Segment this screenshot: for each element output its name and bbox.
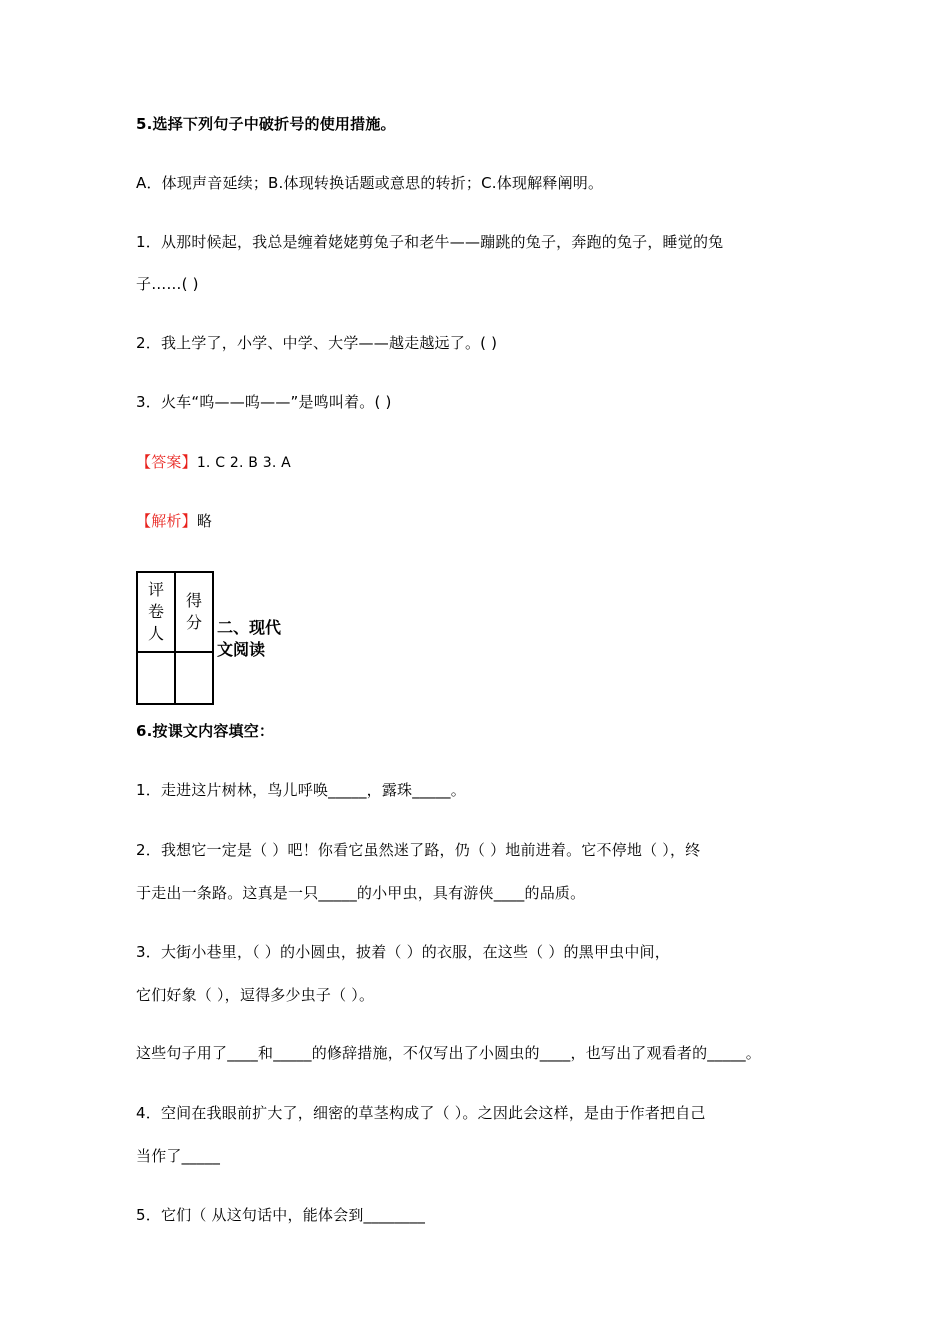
question-6-item-3-line-3: 这些句子用了____和_____的修辞措施，不仅写出了小圆虫的____，也写出了观看者的_____。 xyxy=(136,1044,762,1062)
question-6-item-3-line-2: 它们好象（ ），逗得多少虫子（ ）。 xyxy=(136,986,375,1004)
section-title xyxy=(217,617,281,661)
score-label-cell xyxy=(175,572,213,652)
question-5-item-2: 2．我上学了，小学、中学、大学——越走越远了。( ) xyxy=(136,334,498,352)
question-5-item-1-line-2: 子……( ) xyxy=(136,275,199,293)
question-6-item-4-line-2: 当作了_____ xyxy=(136,1147,221,1165)
grader-label-char: 卷 xyxy=(147,602,164,621)
analysis-tag: 【解析】 xyxy=(136,512,197,530)
question-5-title: 5.选择下列句子中破折号的使用措施。 xyxy=(136,115,396,133)
grader-score-table xyxy=(136,571,214,705)
question-5-item-1-line-1: 1．从那时候起，我总是缠着姥姥剪兔子和老牛——蹦跳的兔子，奔跑的兔子，睡觉的兔 xyxy=(136,233,724,251)
score-empty-cell xyxy=(175,652,213,704)
question-6-item-5: 5．它们（ 从这句话中，能体会到________ xyxy=(136,1206,426,1224)
question-6-item-3-line-1: 3．大街小巷里，（ ）的小圆虫，披着（ ）的衣服，在这些（ ）的黑甲虫中间， xyxy=(136,943,670,961)
analysis-text: 略 xyxy=(196,512,213,530)
score-label-char: 分 xyxy=(185,613,202,632)
question-6-title: 6.按课文内容填空： xyxy=(136,722,275,740)
grader-label-char: 评 xyxy=(147,580,164,599)
section-title-line-2: 文阅读 xyxy=(217,640,266,659)
answer-tag: 【答案】 xyxy=(136,453,197,471)
question-6-item-4-line-1: 4．空间在我眼前扩大了，细密的草茎构成了（ ）。之因此会这样，是由于作者把自己 xyxy=(136,1104,706,1122)
answer-line xyxy=(136,452,291,473)
answer-text: 1. C 2. B 3. A xyxy=(196,455,291,471)
question-5-options: A．体现声音延续；B.体现转换话题或意思的转折；C.体现解释阐明。 xyxy=(136,174,604,192)
section-title-line-1: 二、现代 xyxy=(217,618,282,637)
question-5-item-3: 3．火车“呜——呜——”是鸣叫着。( ) xyxy=(136,393,392,411)
score-label-char: 得 xyxy=(185,591,202,610)
grader-empty-cell xyxy=(137,652,175,704)
analysis-line xyxy=(136,511,212,531)
question-6-item-2-line-1: 2．我想它一定是（ ）吧！你看它虽然迷了路，仍（ ）地前进着。它不停地（ ），终 xyxy=(136,841,701,859)
grader-label-cell xyxy=(137,572,175,652)
question-6-item-2-line-2: 于走出一条路。这真是一只_____的小甲虫，具有游侠____的品质。 xyxy=(136,884,586,902)
question-6-item-1: 1．走进这片树林，鸟儿呼唤_____，露珠_____。 xyxy=(136,781,466,799)
grader-label-char: 人 xyxy=(147,624,164,643)
